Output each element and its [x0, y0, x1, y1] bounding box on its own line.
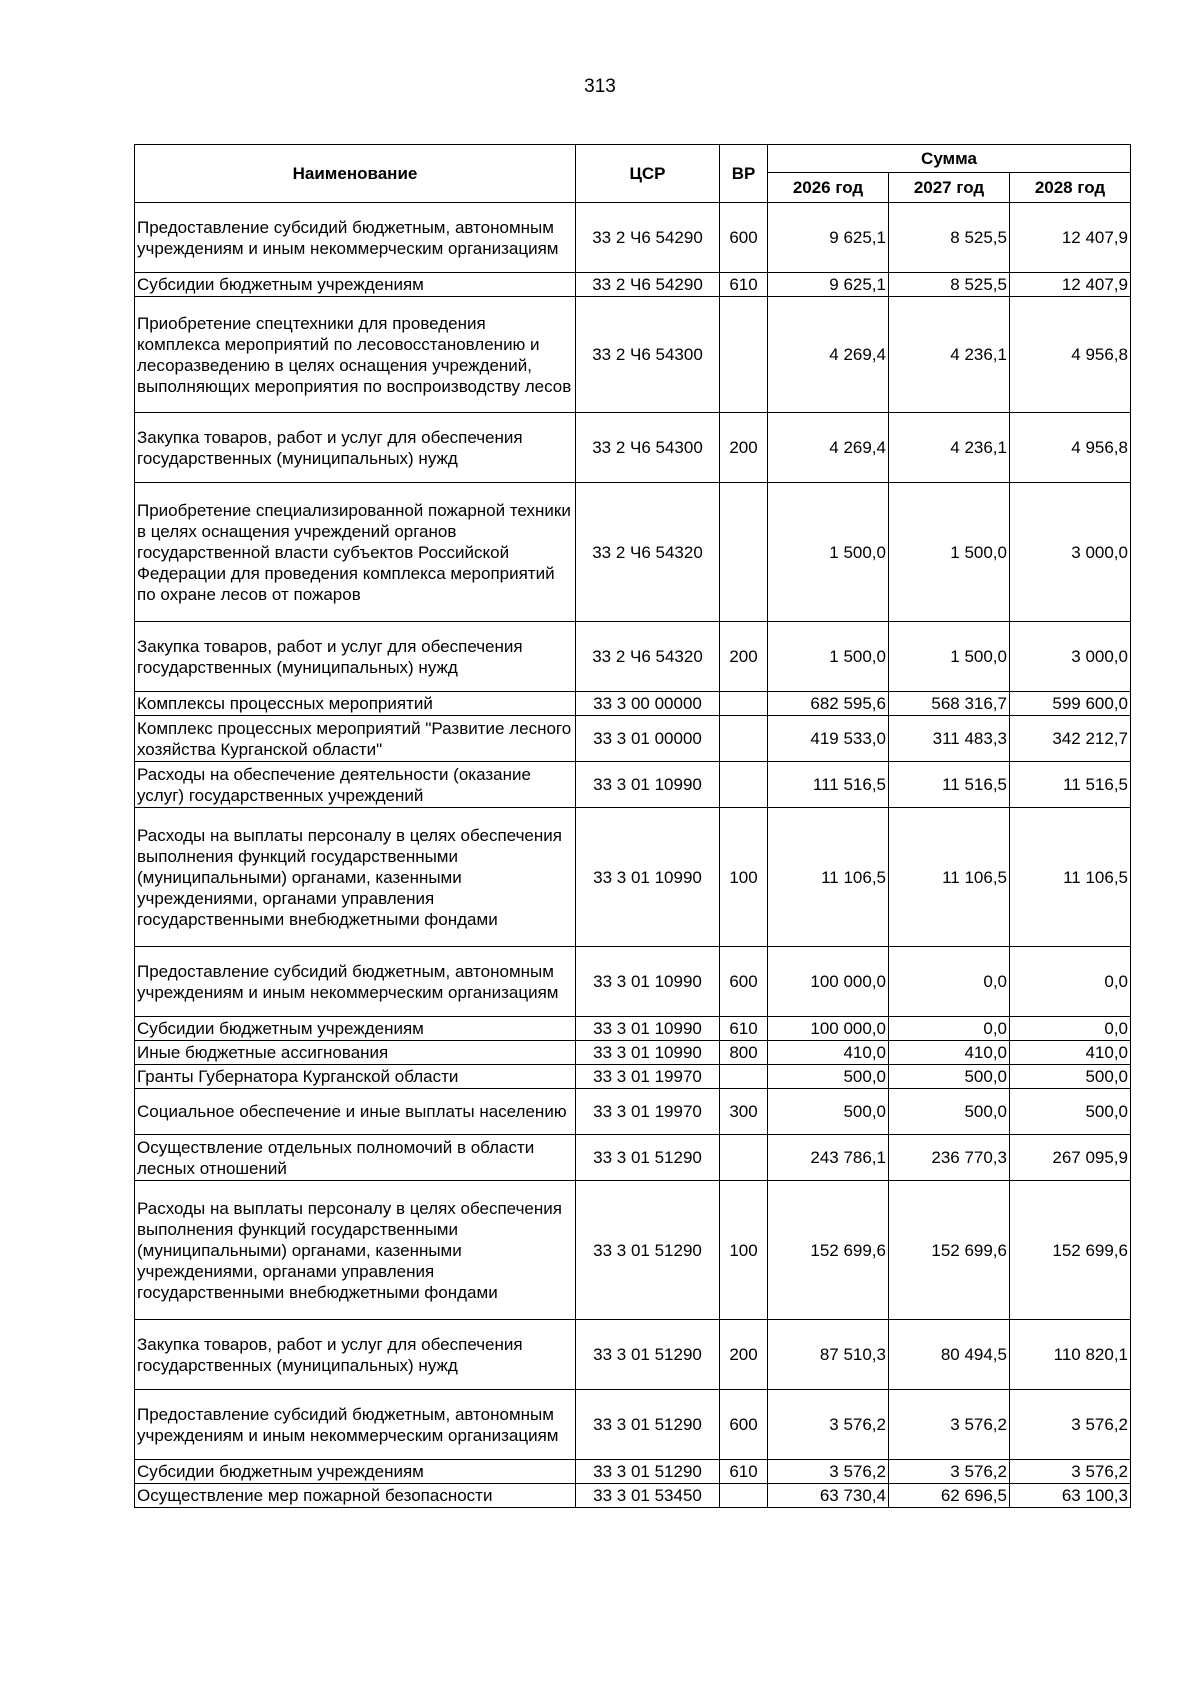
row-csr: 33 3 01 51290	[576, 1181, 720, 1320]
row-amount-2028: 342 212,7	[1010, 716, 1131, 762]
row-amount-2026: 419 533,0	[768, 716, 889, 762]
row-amount-2027: 8 525,5	[889, 273, 1010, 297]
header-year-2026: 2026 год	[768, 173, 889, 203]
row-vr	[720, 1135, 768, 1181]
row-amount-2026: 9 625,1	[768, 203, 889, 273]
table-row	[135, 483, 1131, 622]
row-amount-2026: 63 730,4	[768, 1484, 889, 1508]
row-name: Предоставление субсидий бюджетным, автономным учреждениям и иным некоммерческим организациям	[135, 203, 576, 273]
row-name: Приобретение спецтехники для проведения комплекса мероприятий по лесовосстановлению и лесоразведению в целях оснащения учреждений, выполняющих мероприятия по воспроизводству лесов	[135, 297, 576, 413]
row-csr: 33 2 Ч6 54290	[576, 203, 720, 273]
row-amount-2027: 500,0	[889, 1065, 1010, 1089]
row-vr	[720, 1065, 768, 1089]
row-amount-2027: 11 516,5	[889, 762, 1010, 808]
row-vr: 600	[720, 1390, 768, 1460]
row-amount-2028: 599 600,0	[1010, 692, 1131, 716]
table-row	[135, 947, 1131, 1017]
row-amount-2026: 500,0	[768, 1065, 889, 1089]
row-amount-2028: 0,0	[1010, 1017, 1131, 1041]
row-vr	[720, 1484, 768, 1508]
row-amount-2026: 410,0	[768, 1041, 889, 1065]
row-csr: 33 3 01 19970	[576, 1065, 720, 1089]
table-header	[135, 145, 1131, 203]
header-year-2027: 2027 год	[889, 173, 1010, 203]
row-vr	[720, 762, 768, 808]
row-amount-2026: 1 500,0	[768, 483, 889, 622]
row-csr: 33 2 Ч6 54290	[576, 273, 720, 297]
table-row	[135, 716, 1131, 762]
row-name: Субсидии бюджетным учреждениям	[135, 1017, 576, 1041]
table-row	[135, 297, 1131, 413]
row-amount-2027: 4 236,1	[889, 297, 1010, 413]
budget-table	[134, 144, 1131, 1508]
table-row	[135, 808, 1131, 947]
row-amount-2027: 311 483,3	[889, 716, 1010, 762]
row-amount-2027: 4 236,1	[889, 413, 1010, 483]
row-vr: 300	[720, 1089, 768, 1135]
row-csr: 33 3 01 10990	[576, 762, 720, 808]
row-vr: 610	[720, 1017, 768, 1041]
table-row	[135, 413, 1131, 483]
table-row	[135, 1089, 1131, 1135]
row-amount-2026: 1 500,0	[768, 622, 889, 692]
row-csr: 33 3 01 10990	[576, 1017, 720, 1041]
row-name: Осуществление отдельных полномочий в области лесных отношений	[135, 1135, 576, 1181]
table-row	[135, 1484, 1131, 1508]
row-csr: 33 2 Ч6 54300	[576, 413, 720, 483]
row-amount-2026: 87 510,3	[768, 1320, 889, 1390]
header-sum: Сумма	[768, 145, 1131, 173]
row-name: Закупка товаров, работ и услуг для обеспечения государственных (муниципальных) нужд	[135, 1320, 576, 1390]
row-csr: 33 3 01 51290	[576, 1460, 720, 1484]
row-amount-2027: 11 106,5	[889, 808, 1010, 947]
row-csr: 33 2 Ч6 54320	[576, 622, 720, 692]
row-vr: 610	[720, 1460, 768, 1484]
header-vr: ВР	[720, 145, 768, 203]
table-row	[135, 1041, 1131, 1065]
row-amount-2027: 1 500,0	[889, 483, 1010, 622]
row-name: Расходы на выплаты персоналу в целях обеспечения выполнения функций государственными (муниципальными) органами, казенными учреждениями, органами управления государственными внебюджетными фондами	[135, 1181, 576, 1320]
row-amount-2026: 4 269,4	[768, 297, 889, 413]
row-amount-2027: 568 316,7	[889, 692, 1010, 716]
row-csr: 33 3 01 19970	[576, 1089, 720, 1135]
row-amount-2026: 111 516,5	[768, 762, 889, 808]
row-name: Субсидии бюджетным учреждениям	[135, 1460, 576, 1484]
table-row	[135, 762, 1131, 808]
table-row	[135, 1390, 1131, 1460]
row-amount-2028: 500,0	[1010, 1065, 1131, 1089]
row-amount-2027: 1 500,0	[889, 622, 1010, 692]
row-csr: 33 3 01 10990	[576, 808, 720, 947]
row-amount-2028: 3 576,2	[1010, 1460, 1131, 1484]
row-amount-2027: 0,0	[889, 947, 1010, 1017]
row-name: Субсидии бюджетным учреждениям	[135, 273, 576, 297]
row-amount-2026: 100 000,0	[768, 1017, 889, 1041]
row-amount-2028: 3 000,0	[1010, 483, 1131, 622]
row-name: Закупка товаров, работ и услуг для обеспечения государственных (муниципальных) нужд	[135, 413, 576, 483]
row-name: Социальное обеспечение и иные выплаты населению	[135, 1089, 576, 1135]
row-name: Комплексы процессных мероприятий	[135, 692, 576, 716]
row-amount-2026: 11 106,5	[768, 808, 889, 947]
table-row	[135, 1460, 1131, 1484]
row-amount-2028: 3 000,0	[1010, 622, 1131, 692]
row-vr: 600	[720, 947, 768, 1017]
row-name: Комплекс процессных мероприятий "Развитие лесного хозяйства Курганской области"	[135, 716, 576, 762]
row-amount-2026: 682 595,6	[768, 692, 889, 716]
header-name: Наименование	[135, 145, 576, 203]
row-amount-2028: 4 956,8	[1010, 413, 1131, 483]
row-amount-2028: 4 956,8	[1010, 297, 1131, 413]
row-vr	[720, 297, 768, 413]
row-amount-2026: 500,0	[768, 1089, 889, 1135]
row-name: Приобретение специализированной пожарной техники в целях оснащения учреждений органов государственной власти субъектов Российской Федерации для проведения комплекса мероприятий по охране лесов от пожаров	[135, 483, 576, 622]
row-csr: 33 2 Ч6 54300	[576, 297, 720, 413]
table-row	[135, 1135, 1131, 1181]
row-amount-2028: 500,0	[1010, 1089, 1131, 1135]
page-number: 313	[584, 76, 616, 97]
row-amount-2028: 267 095,9	[1010, 1135, 1131, 1181]
row-vr	[720, 483, 768, 622]
row-vr: 100	[720, 808, 768, 947]
row-amount-2027: 8 525,5	[889, 203, 1010, 273]
row-amount-2028: 63 100,3	[1010, 1484, 1131, 1508]
row-vr: 800	[720, 1041, 768, 1065]
row-csr: 33 3 01 10990	[576, 947, 720, 1017]
row-amount-2028: 110 820,1	[1010, 1320, 1131, 1390]
row-csr: 33 3 01 53450	[576, 1484, 720, 1508]
row-name: Закупка товаров, работ и услуг для обеспечения государственных (муниципальных) нужд	[135, 622, 576, 692]
row-vr	[720, 692, 768, 716]
row-name: Осуществление мер пожарной безопасности	[135, 1484, 576, 1508]
row-amount-2028: 11 106,5	[1010, 808, 1131, 947]
row-vr: 200	[720, 622, 768, 692]
row-vr: 200	[720, 1320, 768, 1390]
row-vr: 200	[720, 413, 768, 483]
table-row	[135, 1065, 1131, 1089]
row-name: Гранты Губернатора Курганской области	[135, 1065, 576, 1089]
row-name: Иные бюджетные ассигнования	[135, 1041, 576, 1065]
row-vr: 610	[720, 273, 768, 297]
header-year-2028: 2028 год	[1010, 173, 1131, 203]
table-body	[135, 203, 1131, 1508]
row-amount-2026: 3 576,2	[768, 1390, 889, 1460]
row-amount-2027: 410,0	[889, 1041, 1010, 1065]
row-name: Расходы на выплаты персоналу в целях обеспечения выполнения функций государственными (муниципальными) органами, казенными учреждениями, органами управления государственными внебюджетными фондами	[135, 808, 576, 947]
row-csr: 33 3 01 51290	[576, 1390, 720, 1460]
table-row	[135, 1320, 1131, 1390]
row-name: Предоставление субсидий бюджетным, автономным учреждениям и иным некоммерческим организациям	[135, 947, 576, 1017]
row-amount-2027: 62 696,5	[889, 1484, 1010, 1508]
row-amount-2028: 11 516,5	[1010, 762, 1131, 808]
row-amount-2026: 4 269,4	[768, 413, 889, 483]
row-amount-2026: 243 786,1	[768, 1135, 889, 1181]
row-csr: 33 3 01 51290	[576, 1320, 720, 1390]
row-amount-2027: 0,0	[889, 1017, 1010, 1041]
table-row	[135, 1181, 1131, 1320]
row-csr: 33 2 Ч6 54320	[576, 483, 720, 622]
row-vr: 600	[720, 203, 768, 273]
row-amount-2026: 152 699,6	[768, 1181, 889, 1320]
row-amount-2028: 0,0	[1010, 947, 1131, 1017]
row-amount-2026: 9 625,1	[768, 273, 889, 297]
row-amount-2027: 152 699,6	[889, 1181, 1010, 1320]
row-amount-2028: 12 407,9	[1010, 273, 1131, 297]
row-amount-2028: 410,0	[1010, 1041, 1131, 1065]
row-csr: 33 3 01 10990	[576, 1041, 720, 1065]
row-amount-2027: 80 494,5	[889, 1320, 1010, 1390]
table-row	[135, 203, 1131, 273]
row-vr: 100	[720, 1181, 768, 1320]
row-amount-2026: 3 576,2	[768, 1460, 889, 1484]
header-csr: ЦСР	[576, 145, 720, 203]
row-amount-2027: 500,0	[889, 1089, 1010, 1135]
table-row	[135, 273, 1131, 297]
row-amount-2027: 236 770,3	[889, 1135, 1010, 1181]
row-amount-2027: 3 576,2	[889, 1390, 1010, 1460]
row-name: Расходы на обеспечение деятельности (оказание услуг) государственных учреждений	[135, 762, 576, 808]
row-csr: 33 3 00 00000	[576, 692, 720, 716]
table-row	[135, 622, 1131, 692]
row-csr: 33 3 01 00000	[576, 716, 720, 762]
row-amount-2027: 3 576,2	[889, 1460, 1010, 1484]
row-name: Предоставление субсидий бюджетным, автономным учреждениям и иным некоммерческим организациям	[135, 1390, 576, 1460]
row-amount-2026: 100 000,0	[768, 947, 889, 1017]
row-vr	[720, 716, 768, 762]
table-row	[135, 692, 1131, 716]
row-csr: 33 3 01 51290	[576, 1135, 720, 1181]
row-amount-2028: 152 699,6	[1010, 1181, 1131, 1320]
table-row	[135, 1017, 1131, 1041]
row-amount-2028: 3 576,2	[1010, 1390, 1131, 1460]
row-amount-2028: 12 407,9	[1010, 203, 1131, 273]
